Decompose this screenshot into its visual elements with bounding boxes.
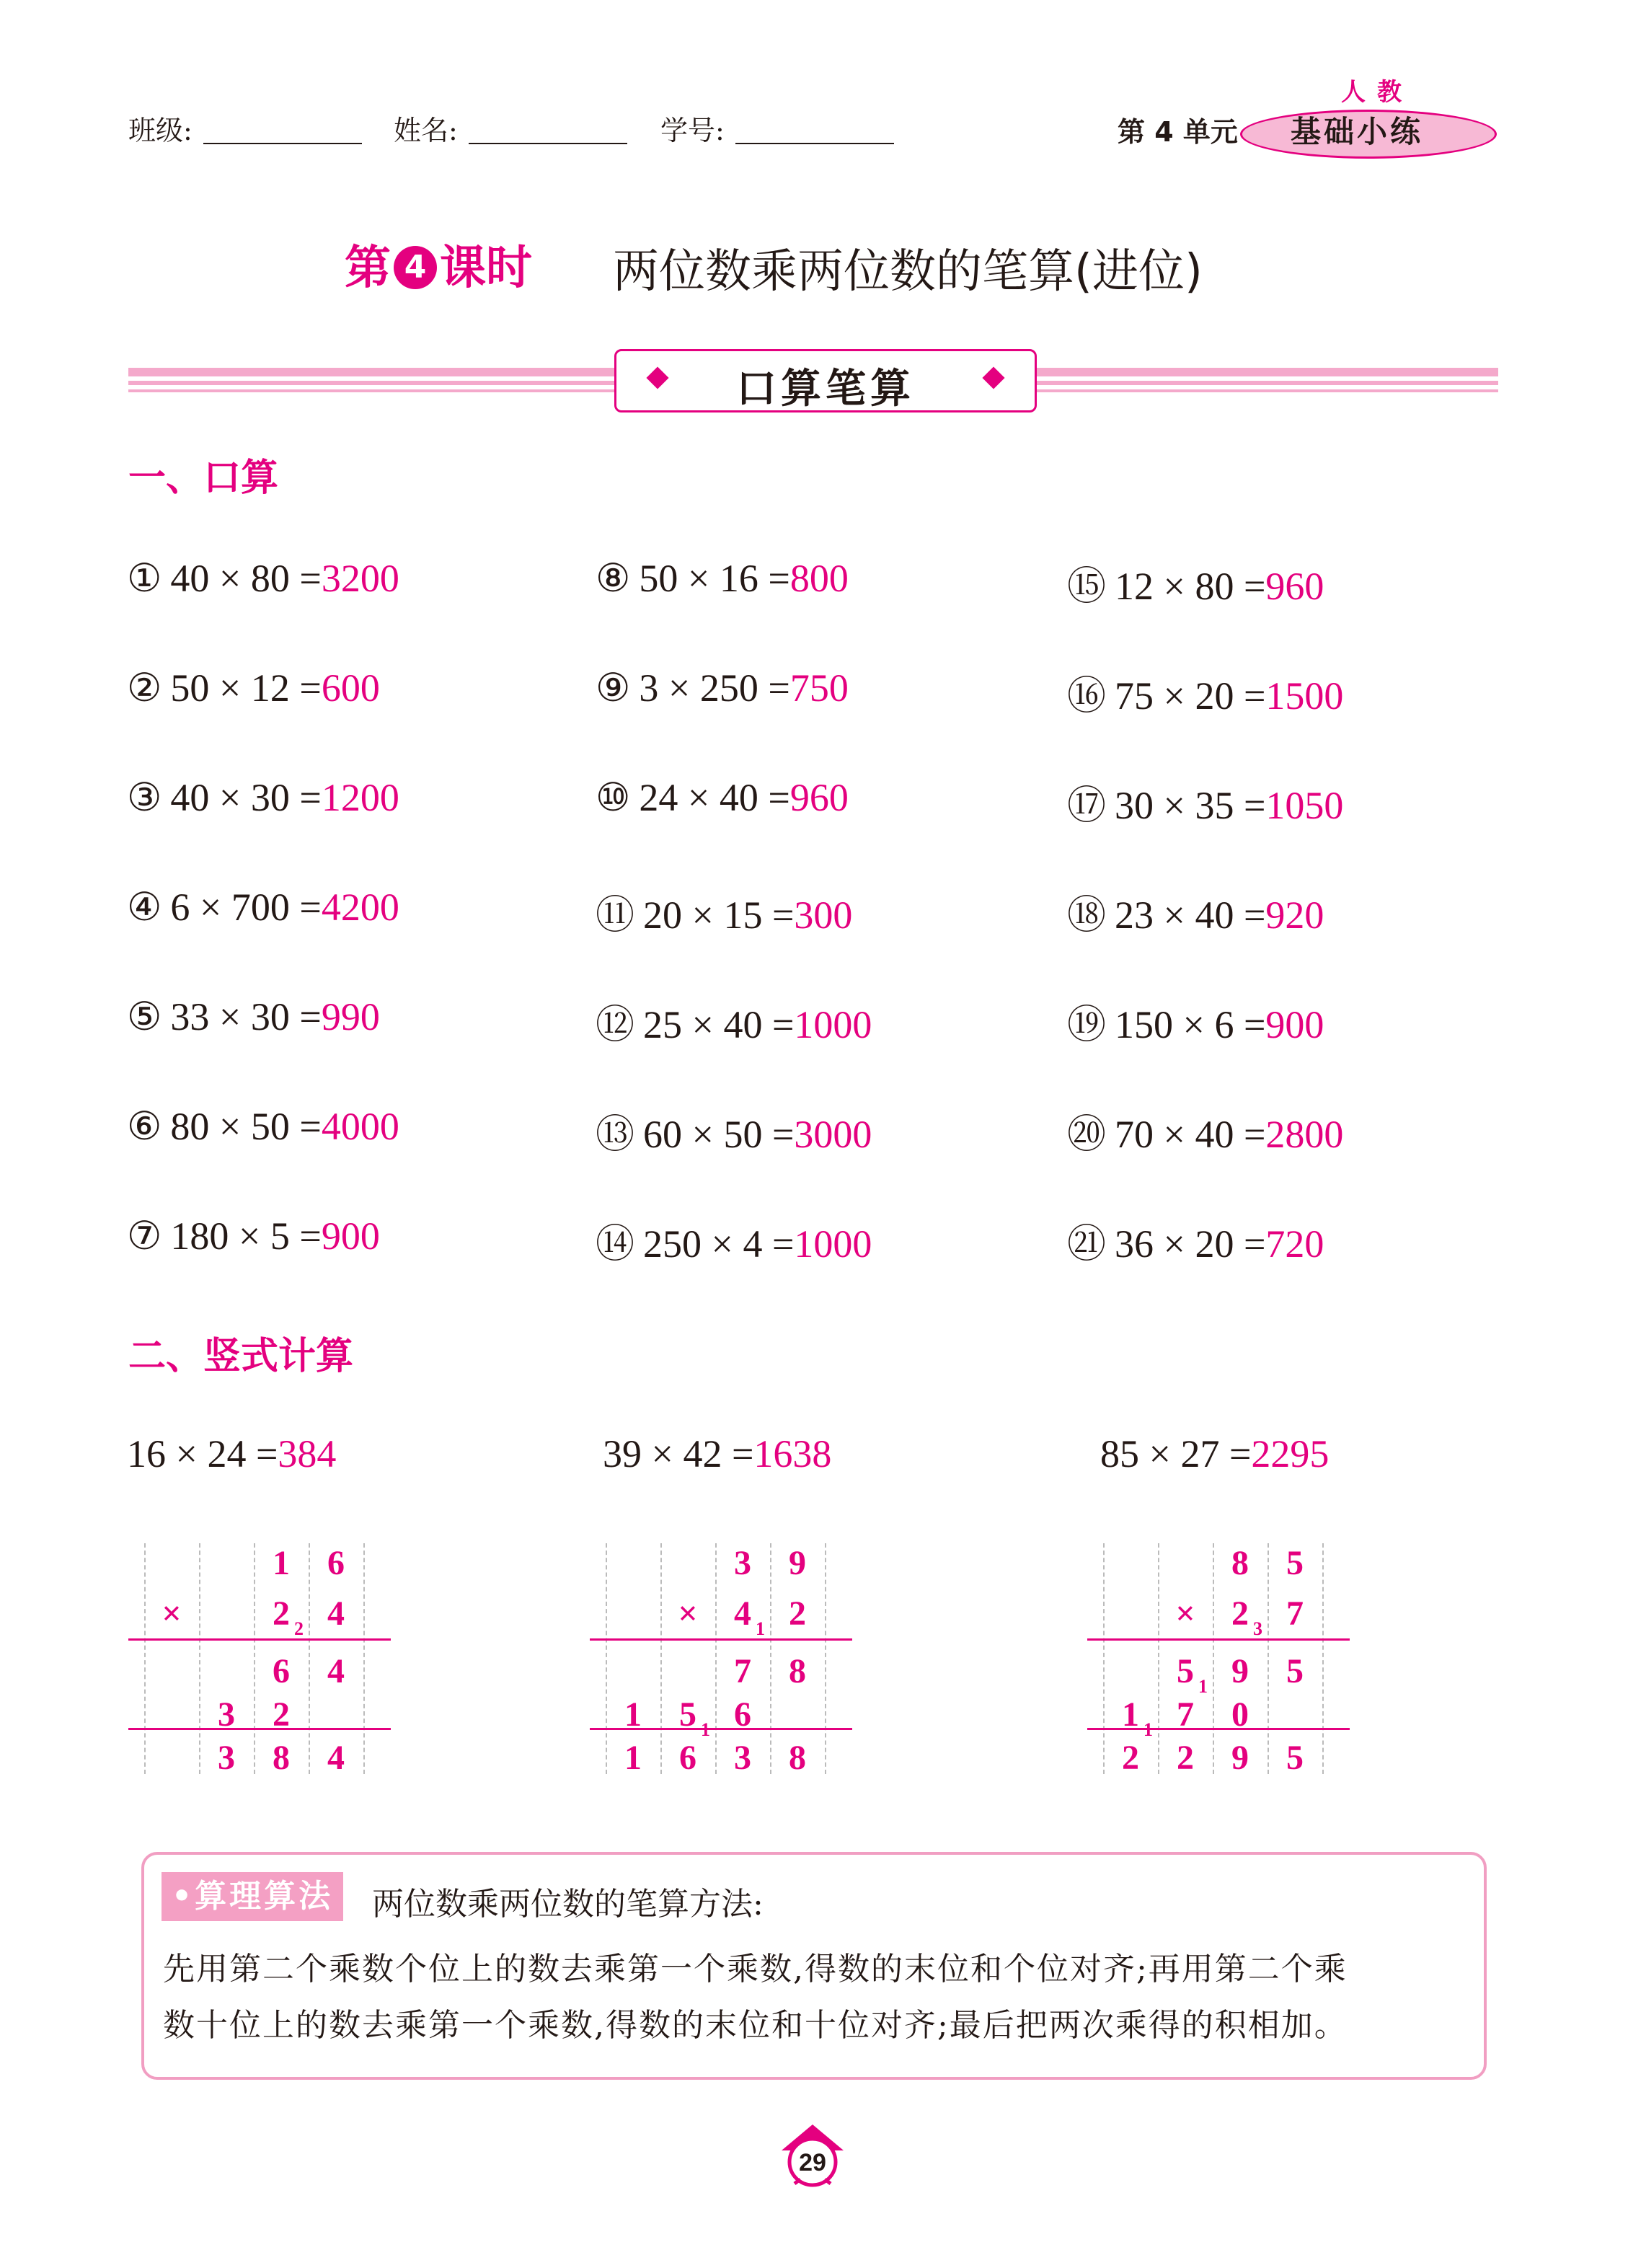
written-answer[interactable]: 384 — [278, 1432, 337, 1475]
oral-item-number: ⑨ — [596, 666, 631, 710]
oral-item-question: 70 × 40 = — [1115, 1113, 1266, 1156]
digit: 8 — [273, 1739, 290, 1777]
oral-item-question: 12 × 80 = — [1115, 565, 1266, 608]
oral-item-question: 80 × 50 = — [170, 1105, 322, 1148]
digit: 4 — [327, 1739, 345, 1777]
oral-item — [1067, 555, 1324, 611]
digit: 2 — [273, 1594, 290, 1633]
oral-item-answer[interactable]: 1000 — [794, 1222, 872, 1266]
digit: 6 — [273, 1652, 290, 1690]
oral-item-number: ⑧ — [596, 557, 631, 600]
oral-item-question: 50 × 12 = — [170, 666, 322, 710]
digit: 0 — [1231, 1695, 1249, 1734]
oral-item-answer[interactable]: 4000 — [321, 1105, 399, 1148]
lesson-number: 4 — [394, 246, 437, 289]
oral-item — [127, 1213, 380, 1258]
brand-publisher: 人教 — [1341, 78, 1413, 107]
oral-item-answer[interactable]: 1500 — [1265, 674, 1344, 718]
oral-item-answer[interactable]: 960 — [1265, 565, 1324, 608]
oral-item-answer[interactable]: 4200 — [321, 886, 399, 929]
carry-digit: 2 — [294, 1618, 304, 1639]
oral-item-answer[interactable]: 900 — [321, 1214, 380, 1258]
written-problem — [127, 1431, 336, 1476]
grid-column-line — [144, 1543, 146, 1774]
oral-item-question: 75 × 20 = — [1115, 674, 1266, 718]
page-number-badge — [779, 2122, 846, 2189]
section-written-title: 二、竖式计算 — [128, 1335, 354, 1378]
oral-item-answer[interactable]: 750 — [789, 666, 849, 710]
oral-item-number: ⑤ — [127, 995, 162, 1038]
oral-item-question: 150 × 6 = — [1115, 1003, 1266, 1046]
oral-item-number: ⑥ — [127, 1105, 162, 1148]
digit: 1 — [624, 1739, 642, 1777]
oral-item-answer[interactable]: 1200 — [321, 776, 399, 819]
student-id-label: 学号: — [660, 115, 725, 146]
digit: 4 — [327, 1652, 345, 1690]
digit: 9 — [1231, 1652, 1249, 1690]
oral-item-answer[interactable]: 800 — [789, 557, 849, 600]
oral-item-question: 40 × 80 = — [170, 557, 322, 600]
oral-item-number: ⑱ — [1067, 893, 1106, 937]
oral-item-number: ⑫ — [596, 1003, 634, 1046]
oral-item-number: ⑪ — [596, 893, 634, 937]
oral-item-answer[interactable]: 920 — [1265, 893, 1324, 937]
lesson-title: 两位数乘两位数的笔算(进位) — [613, 245, 1203, 299]
lesson-suffix: 课时 — [440, 242, 532, 295]
oral-item-question: 33 × 30 = — [170, 995, 322, 1038]
oral-item-number: ① — [127, 557, 162, 600]
carry-digit: 1 — [1143, 1719, 1153, 1740]
carry-digit: 3 — [1253, 1618, 1262, 1639]
method-line-2: 数十位上的数去乘第一个乘数,得数的末位和十位对齐;最后把两次乘得的积相加。 — [163, 2007, 1348, 2044]
oral-item-number: ⑩ — [596, 776, 631, 819]
oral-item — [127, 555, 399, 601]
digit: 8 — [1231, 1544, 1249, 1582]
digit: 6 — [679, 1739, 696, 1777]
unit-label: 第 4 单元 — [1118, 116, 1238, 148]
method-tip-box — [141, 1852, 1487, 2080]
oral-item-question: 40 × 30 = — [170, 776, 322, 819]
oral-item-answer[interactable]: 3200 — [321, 557, 399, 600]
grid-column-line — [1322, 1543, 1324, 1774]
oral-item — [596, 775, 849, 820]
oral-item-number: ② — [127, 666, 162, 710]
oral-item-number: ⑰ — [1067, 784, 1106, 827]
digit: 3 — [218, 1695, 235, 1734]
digit: 9 — [1231, 1739, 1249, 1777]
digit: 6 — [327, 1544, 345, 1582]
digit: 7 — [734, 1652, 751, 1690]
oral-item-number: ⑬ — [596, 1113, 634, 1156]
banner-title: 口算笔算 — [736, 366, 915, 412]
digit: 2 — [1122, 1739, 1139, 1777]
oral-item — [1067, 775, 1343, 830]
oral-item-answer[interactable]: 300 — [794, 893, 853, 937]
multiply-sign: × — [1175, 1594, 1195, 1633]
oral-item-answer[interactable]: 720 — [1265, 1222, 1324, 1266]
carry-digit: 1 — [756, 1618, 765, 1639]
oral-item-question: 25 × 40 = — [643, 1003, 795, 1046]
oral-item-question: 180 × 5 = — [170, 1214, 322, 1258]
digit: 7 — [1286, 1594, 1304, 1633]
digit: 7 — [1177, 1695, 1194, 1734]
brand-title: 基础小练 — [1291, 114, 1424, 149]
oral-item — [596, 994, 872, 1049]
written-problem — [603, 1431, 831, 1476]
oral-item-answer[interactable]: 600 — [321, 666, 380, 710]
oral-item — [127, 665, 380, 710]
digit: 3 — [734, 1739, 751, 1777]
grid-column-line — [825, 1543, 826, 1774]
written-answer[interactable]: 2295 — [1251, 1432, 1330, 1475]
oral-item-number: ⑦ — [127, 1214, 162, 1258]
oral-item-question: 36 × 20 = — [1115, 1222, 1266, 1266]
written-question: 39 × 42 = — [603, 1432, 754, 1475]
calc-rule-line — [1087, 1638, 1350, 1641]
carry-digit: 1 — [701, 1719, 710, 1740]
oral-item-question: 30 × 35 = — [1115, 784, 1266, 827]
digit: 1 — [1122, 1695, 1139, 1734]
multiply-sign: × — [678, 1594, 698, 1633]
oral-item-number: ⑯ — [1067, 674, 1106, 718]
digit: 5 — [1177, 1652, 1194, 1690]
oral-item — [1067, 884, 1324, 940]
oral-item-number: ㉑ — [1067, 1222, 1106, 1266]
digit: 1 — [273, 1544, 290, 1582]
name-blank[interactable] — [469, 143, 627, 144]
oral-item — [1067, 665, 1343, 720]
digit: 6 — [734, 1695, 751, 1734]
calc-rule-line — [590, 1638, 852, 1641]
written-question: 16 × 24 = — [127, 1432, 278, 1475]
oral-item-number: ⑮ — [1067, 565, 1106, 608]
oral-item-question: 6 × 700 = — [170, 886, 322, 929]
banner — [614, 349, 1037, 412]
oral-item — [596, 884, 852, 940]
oral-item — [127, 994, 380, 1039]
digit: 5 — [1286, 1652, 1304, 1690]
oral-item-question: 20 × 15 = — [643, 893, 795, 937]
oral-item — [127, 775, 399, 820]
written-answer[interactable]: 1638 — [753, 1432, 832, 1475]
oral-item-number: ④ — [127, 886, 162, 929]
oral-item-question: 50 × 16 = — [639, 557, 790, 600]
digit: 3 — [734, 1544, 751, 1582]
digit: 8 — [789, 1652, 806, 1690]
oral-item-answer[interactable]: 960 — [789, 776, 849, 819]
multiply-sign: × — [162, 1594, 182, 1633]
digit: 3 — [218, 1739, 235, 1777]
lesson-badge — [345, 231, 532, 297]
oral-item-question: 24 × 40 = — [639, 776, 790, 819]
oral-item — [1067, 1103, 1343, 1159]
class-label: 班级: — [128, 115, 193, 146]
method-heading: 两位数乘两位数的笔算方法: — [372, 1886, 764, 1923]
oral-item — [1067, 994, 1324, 1049]
digit: 2 — [273, 1695, 290, 1734]
oral-item-answer[interactable]: 990 — [321, 995, 380, 1038]
page-number: 29 — [799, 2149, 826, 2176]
written-question: 85 × 27 = — [1100, 1432, 1252, 1475]
oral-item — [596, 555, 849, 601]
oral-item — [596, 665, 849, 710]
oral-item-question: 60 × 50 = — [643, 1113, 795, 1156]
digit: 1 — [624, 1695, 642, 1734]
calc-rule-line — [128, 1638, 391, 1641]
oral-item — [127, 1103, 399, 1149]
oral-item — [127, 884, 399, 930]
digit: 5 — [1286, 1739, 1304, 1777]
oral-item-question: 23 × 40 = — [1115, 893, 1266, 937]
oral-item — [596, 1103, 872, 1159]
grid-column-line — [363, 1543, 365, 1774]
lesson-prefix: 第 — [345, 242, 391, 295]
oral-item — [1067, 1213, 1324, 1268]
oral-item-number: ③ — [127, 776, 162, 819]
student-id-blank[interactable] — [735, 143, 894, 144]
method-badge: •算理算法 — [162, 1872, 343, 1921]
oral-item-answer[interactable]: 1000 — [794, 1003, 872, 1046]
section-oral-title: 一、口算 — [128, 456, 279, 500]
oral-item-answer[interactable]: 3000 — [794, 1113, 872, 1156]
digit: 4 — [327, 1594, 345, 1633]
digit: 5 — [1286, 1544, 1304, 1582]
name-label: 姓名: — [394, 115, 458, 146]
class-blank[interactable] — [203, 143, 362, 144]
digit: 9 — [789, 1544, 806, 1582]
oral-item — [596, 1213, 872, 1268]
digit: 2 — [1231, 1594, 1249, 1633]
written-problem — [1100, 1431, 1329, 1476]
oral-item-number: ⑲ — [1067, 1003, 1106, 1046]
digit: 5 — [679, 1695, 696, 1734]
oral-item-answer[interactable]: 2800 — [1265, 1113, 1344, 1156]
digit: 4 — [734, 1594, 751, 1633]
carry-digit: 1 — [1198, 1676, 1208, 1697]
method-line-1: 先用第二个乘数个位上的数去乘第一个乘数,得数的末位和个位对齐;再用第二个乘 — [163, 1951, 1348, 1987]
digit: 8 — [789, 1739, 806, 1777]
oral-item-answer[interactable]: 900 — [1265, 1003, 1324, 1046]
oral-item-question: 3 × 250 = — [639, 666, 790, 710]
digit: 2 — [789, 1594, 806, 1633]
oral-item-answer[interactable]: 1050 — [1265, 784, 1344, 827]
oral-item-number: ⑳ — [1067, 1113, 1106, 1156]
oral-item-number: ⑭ — [596, 1222, 634, 1266]
oral-item-question: 250 × 4 = — [643, 1222, 795, 1266]
digit: 2 — [1177, 1739, 1194, 1777]
